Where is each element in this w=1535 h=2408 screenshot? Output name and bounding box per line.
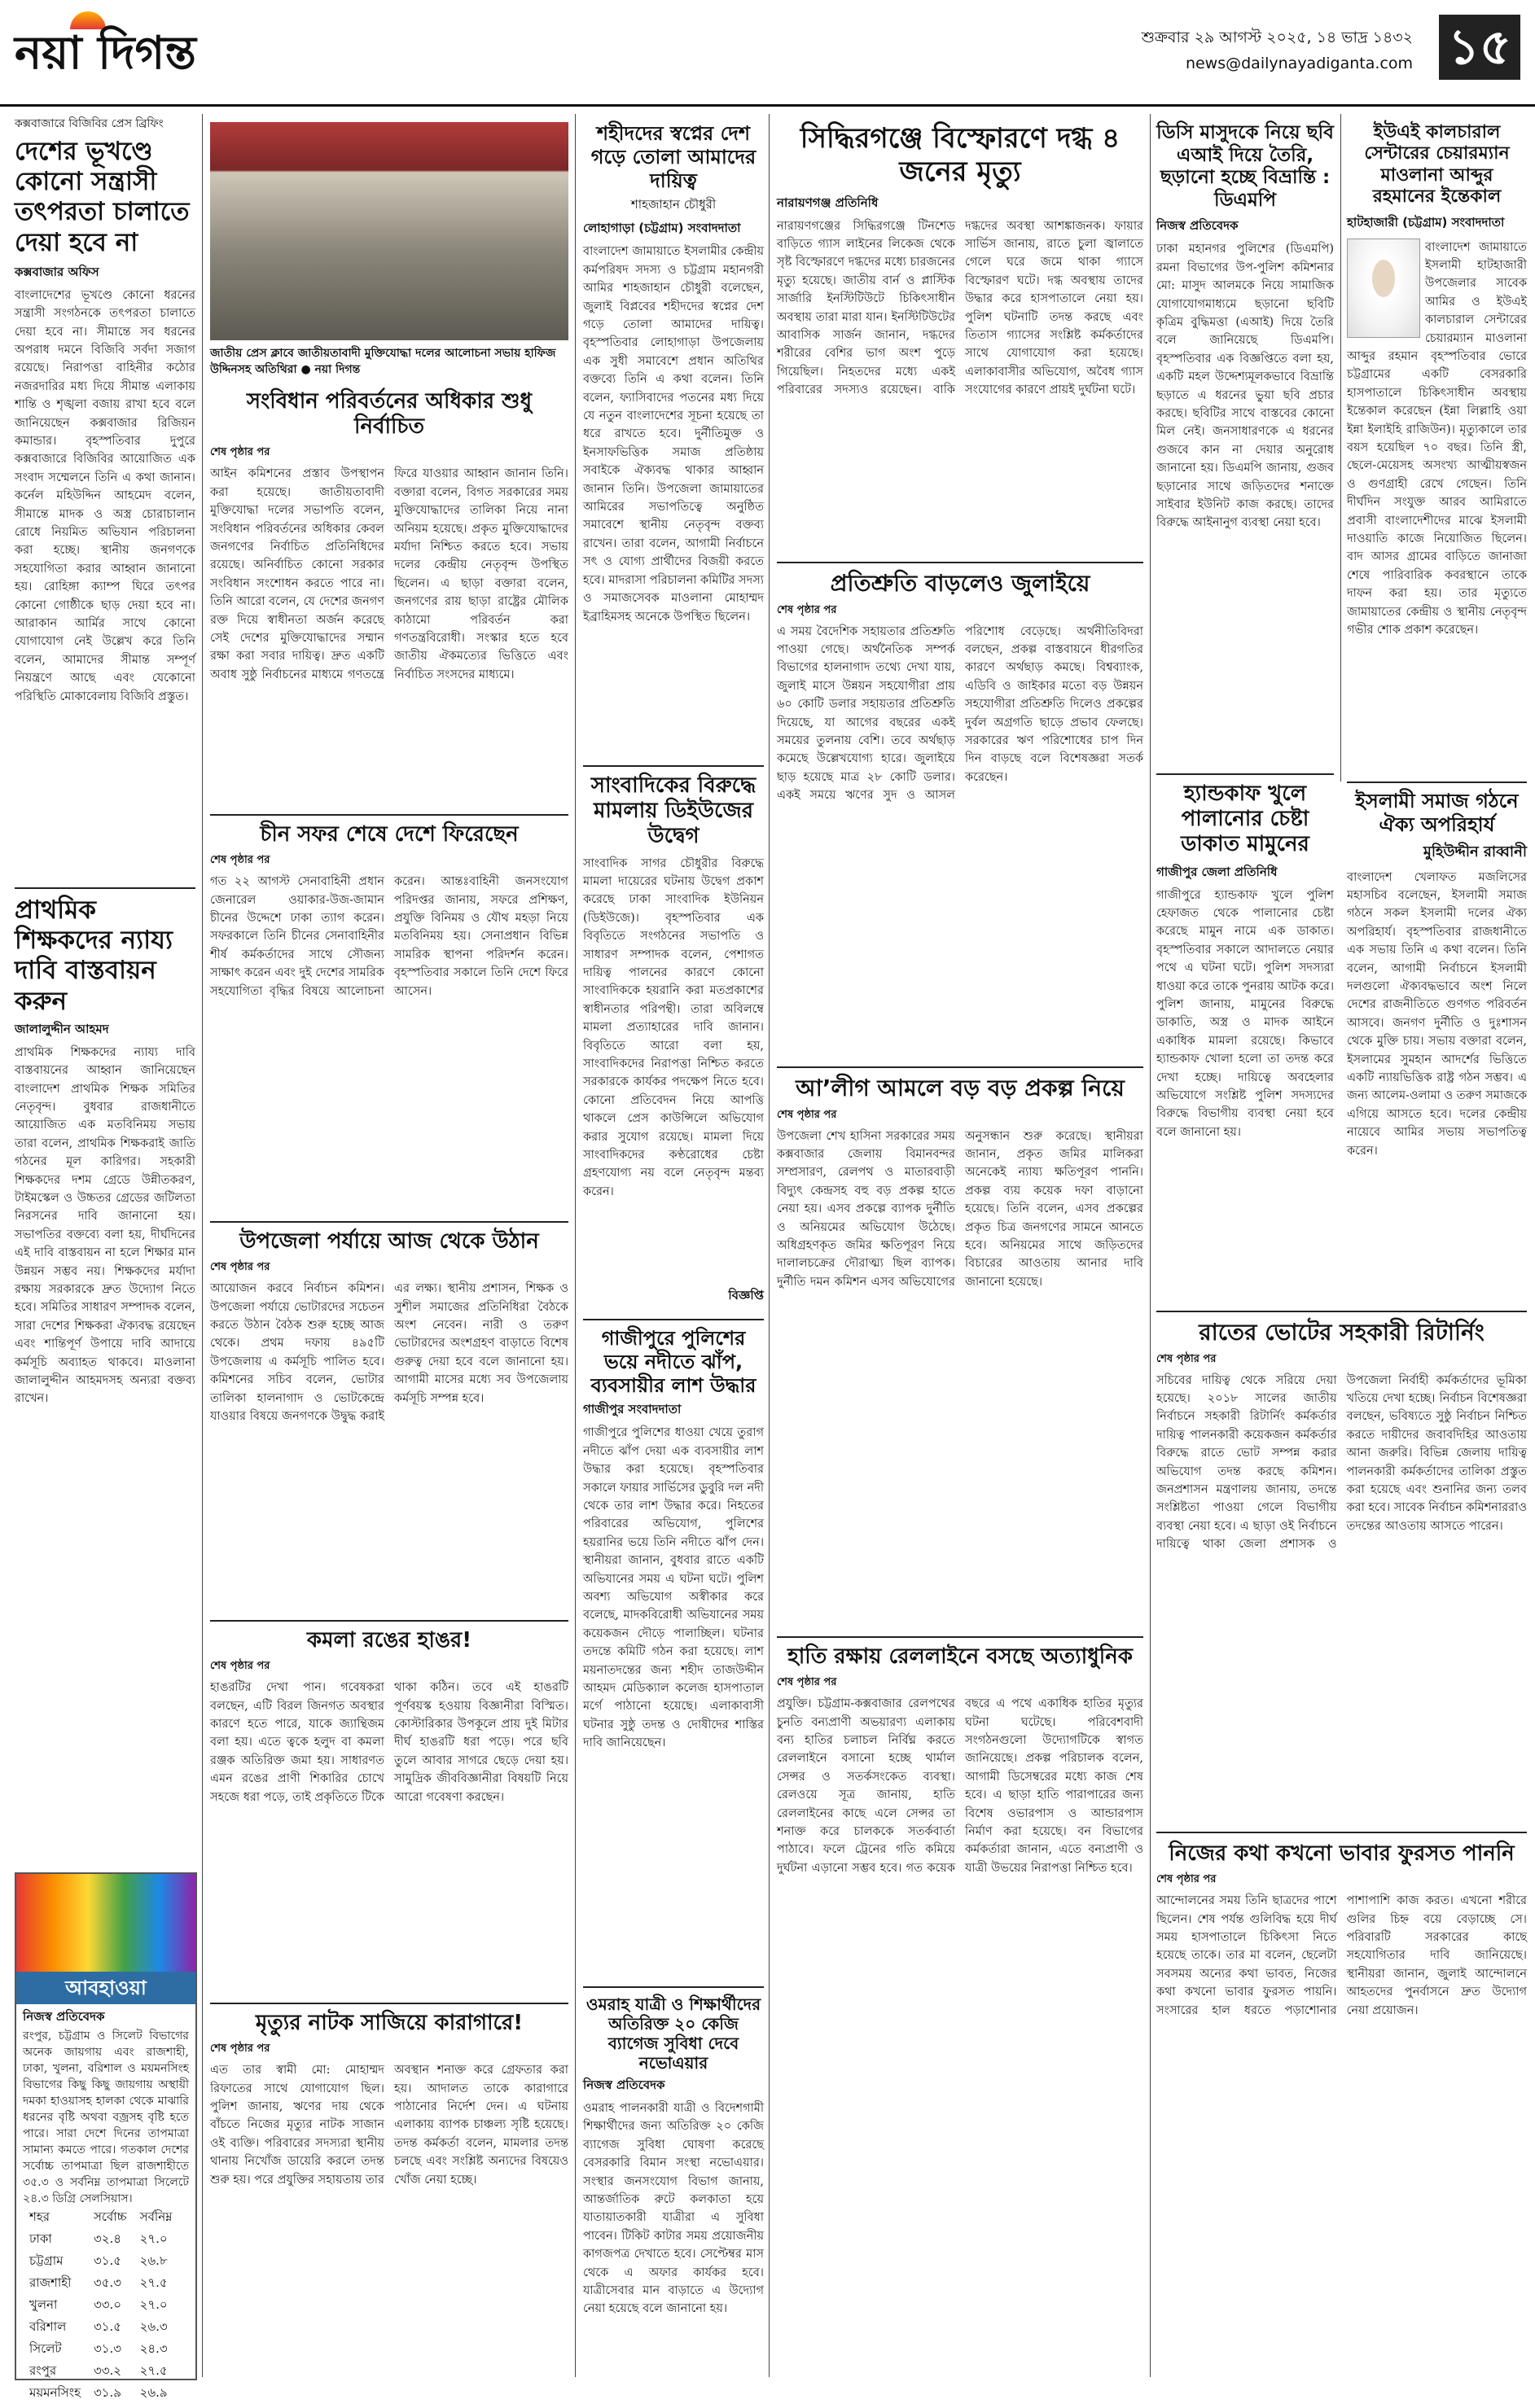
weather-max: ৩১.৫	[93, 2319, 121, 2334]
weather-byline: নিজস্ব প্রতিবেদক	[23, 2009, 105, 2024]
article-tag: বিজ্ঞপ্তি	[728, 1287, 764, 1303]
article-primary-teachers	[15, 895, 195, 1890]
section-divider	[583, 1986, 764, 1988]
article-headline: উপজেলা পর্যায়ে আজ থেকে উঠান	[239, 1229, 539, 1254]
article-body: সাংবাদিক সাগর চৌধুরীর বিরুদ্ধে মামলা দায়েরের ঘটনায় উদ্বেগ প্রকাশ করেছে ঢাকা সাংবাদিক ইউনিয়ন (ডিইউজে)। বৃহস্পতিবার এক বিবৃতিতে সংগঠনের সভাপতি ও সাধারণ সম্পাদক বলেন, পেশাগত দায়িত্ব পালনের কারণে কোনো সাংবাদিককে হয়রানি করা মতপ্রকাশের স্বাধীনতার পরিপন্থী। তারা অবিলম্বে মামলা প্রত্যাহারের দাবি জানান। বিবৃতিতে আরো বলা হয়, সাংবাদিকদের নিরাপত্তা নিশ্চিত করতে সরকারকে কার্যকর পদক্ষেপ নিতে হবে। কোনো প্রতিবেদন নিয়ে আপত্তি থাকলে প্রেস কাউন্সিলে অভিযোগ করার সুযোগ রয়েছে। মামলা দিয়ে সাংবাদিকদের কণ্ঠরোধের চেষ্টা গ্রহণযোগ্য নয় বলে নেতৃবৃন্দ মন্তব্য করেন।	[583, 856, 764, 1198]
column-rule	[1150, 114, 1151, 2377]
article-headline: সংবিধান পরিবর্তনের অধিকার শুধু নির্বাচিত	[246, 389, 533, 440]
article-body: বাংলাদেশ খেলাফত মজলিসের মহাসচিব বলেছেন, ইসলামী সমাজ গঠনে সকল ইসলামী দলের ঐক্য অপরিহার্য। বৃহস্পতিবার রাজধানীতে এক সভায় তিনি এ কথা বলেন। তিনি বলেন, আগামী নির্বাচনে ইসলামী দলগুলো ঐক্যবদ্ধভাবে অংশ নিলে দেশের রাজনীতিতে গুণগত পরিবর্তন আসবে। জনগণ দুর্নীতি ও দুঃশাসন থেকে মুক্তি চায়। সভায় বক্তারা বলেন, ইসলামের সুমহান আদর্শের ভিত্তিতে একটি ন্যায়ভিত্তিক রাষ্ট্র গঠন সম্ভব। এ জন্য আলেম-ওলামা ও তরুণ সমাজকে এগিয়ে আসতে হবে। দলের কেন্দ্রীয় নায়েবে আমির সভায় সভাপতিত্ব করেন।	[1347, 870, 1527, 1158]
article-byline: গাজীপুর সংবাদদাতা	[583, 1402, 682, 1417]
weather-row	[23, 2273, 178, 2295]
article-byline: শেষ পৃষ্ঠার পর	[777, 603, 837, 616]
article-novoair	[583, 1994, 764, 2393]
weather-title: আবহাওয়া	[16, 1972, 195, 2004]
article-byline: গাজীপুর জেলা প্রতিনিধি	[1156, 864, 1278, 879]
weather-city: খুলনা	[29, 2297, 58, 2312]
col-max: সর্বোচ্চ	[93, 2209, 127, 2224]
article-headline: হ্যান্ডকাফ খুলে পালানোর চেষ্টা ডাকাত মামুনের	[1181, 782, 1309, 857]
article-headline: ওমরাহ যাত্রী ও শিক্ষার্থীদের অতিরিক্ত ২০ কেজি ব্যাগেজ সুবিধা দেবে নভোএয়ার	[585, 1994, 761, 2073]
article-byline: নারায়ণগঞ্জ প্রতিনিধি	[777, 195, 879, 210]
article-gazipur-river	[583, 1327, 764, 1945]
article-headline: কমলা রঙের হাঙর!	[306, 1628, 472, 1653]
article-islamic-unity	[1347, 790, 1527, 1292]
article-body: নারায়ণগঞ্জের সিদ্ধিরগঞ্জে টিনশেড বাড়িতে গ্যাস লাইনের লিকেজ থেকে সৃষ্ট বিস্ফোরণে দগ্ধদের মধ্যে চারজনের মৃত্যু হয়েছে। জাতীয় বার্ন ও প্লাস্টিক সার্জারি ইনস্টিটিউটে চিকিৎসাধীন অবস্থায় তারা মারা যান। ইনস্টিটিউটের আবাসিক সার্জন জানান, দগ্ধদের শরীরের বেশির ভাগ অংশ পুড়ে গিয়েছিল। নিহতদের মধ্যে একই পরিবারের সদস্যও রয়েছেন। বাকি দগ্ধদের অবস্থা আশঙ্কাজনক। ফায়ার সার্ভিস জানায়, রাতে চুলা জ্বালাতে গেলে ঘরে জমে থাকা গ্যাসে বিস্ফোরণ ঘটে। দগ্ধ অবস্থায় তাদের উদ্ধার করে হাসপাতালে নেয়া হয়। পুলিশ ঘটনাটি তদন্ত করছে এবং তিতাস গ্যাসের সংশ্লিষ্ট কর্মকর্তাদের সাথে যোগাযোগ করা হয়েছে। এলাকাবাসীর অভিযোগ, অবৈধ গ্যাস সংযোগের কারণে প্রায়ই দুর্ঘটনা ঘটে।	[777, 219, 1143, 397]
section-divider	[15, 887, 195, 889]
article-body: বাংলাদেশ জামায়াতে ইসলামীর কেন্দ্রীয় কর্মপরিষদ সদস্য ও চট্টগ্রাম মহানগরী আমির শাহজাহান চৌধুরী বলেছেন, জুলাই বিপ্লবের শহীদদের স্বপ্নের দেশ গড়ে তোলা আমাদের দায়িত্ব। বৃহস্পতিবার লোহাগাড়া উপজেলায় এক সুধী সমাবেশে প্রধান অতিথির বক্তব্যে তিনি এ কথা বলেন। তিনি বলেন, ফ্যাসিবাদের পতনের মধ্য দিয়ে যে নতুন বাংলাদেশের সূচনা হয়েছে তা ধরে রাখতে হবে। দুর্নীতিমুক্ত ও ইনসাফভিত্তিক সমাজ প্রতিষ্ঠায় সবাইকে ঐক্যবদ্ধ থাকার আহ্বান জানান তিনি। উপজেলা জামায়াতের আমিরের সভাপতিত্বে অনুষ্ঠিত সমাবেশে স্থানীয় নেতৃবৃন্দ বক্তব্য রাখেন। তারা বলেন, আগামী নির্বাচনে সৎ ও যোগ্য প্রার্থীদের বিজয়ী করতে হবে। মাদরাসা পরিচালনা কমিটির সদস্য ও সমাজসেবক মাওলানা মোহাম্মদ ইব্রাহিমসহ অনেকে উপস্থিত ছিলেন।	[583, 245, 764, 624]
article-border-security	[15, 114, 195, 938]
weather-table-header	[23, 2207, 178, 2229]
caption-text: জাতীয় প্রেস ক্লাবে জাতীয়তাবাদী মুক্তিযোদ্ধা দলের আলোচনা সভায় হাফিজ উদ্দিনসহ অতিথিরা	[210, 347, 556, 376]
section-divider	[1156, 1832, 1527, 1833]
article-dmp-ai	[1156, 122, 1334, 663]
article-body: ঢাকা মহানগর পুলিশের (ডিএমপি) রমনা বিভাগের উপ-পুলিশ কমিশনার মো: মাসুদ আলমকে নিয়ে সামাজিক যোগাযোগমাধ্যমে ছড়ানো ছবিটি কৃত্রিম বুদ্ধিমত্তা (এআই) দিয়ে তৈরি বলে জানিয়েছে ডিএমপি। বৃহস্পতিবার এক বিজ্ঞপ্তিতে বলা হয়, একটি মহল উদ্দেশ্যমূলকভাবে বিভ্রান্তি ছড়াতে এ ধরনের ভুয়া ছবি প্রচার করছে। ছবিটির সাথে বাস্তবের কোনো মিল নেই। জনসাধারণকে এ ধরনের গুজবে কান না দেয়ার অনুরোধ জানানো হয়। ডিএমপি জানায়, গুজব ছড়ানোর সাথে জড়িতদের শনাক্তে সাইবার ইউনিট কাজ করছে। তাদের বিরুদ্ধে আইনানুগ ব্যবস্থা নেয়া হবে।	[1156, 243, 1334, 530]
photo-caption: জাতীয় প্রেস ক্লাবে জাতীয়তাবাদী মুক্তিযোদ্ধা দলের আলোচনা সভায় হাফিজ উদ্দিনসহ অতিথিরা ● নয়া দিগন্ত	[210, 347, 556, 376]
column-rule	[575, 114, 576, 2377]
article-body: বাংলাদেশের ভূখণ্ডে কোনো ধরনের সন্ত্রাসী সংগঠনকে তৎপরতা চালাতে দেয়া হবে না। সীমান্তে সব ধরনের অপরাধ দমনে বিজিবি সর্বদা সজাগ রয়েছে। নিরাপত্তা বাহিনীর কঠোর নজরদারির মধ্য দিয়ে সীমান্ত এলাকায় শান্তি ও শৃঙ্খলা বজায় রাখা হবে বলে জানিয়েছেন কক্সবাজার রিজিয়ন কমান্ডার। বৃহস্পতিবার দুপুরে কক্সবাজারে বিজিবির আয়োজিত এক সংবাদ সম্মেলনে তিনি এ কথা জানান। কর্নেল মহিউদ্দিন আহমেদ বলেন, সীমান্তে মাদক ও অস্ত্র চোরাচালান রোধে নিয়মিত অভিযান পরিচালনা করা হচ্ছে। স্থানীয় জনগণকে সহযোগিতা করার আহ্বান জানানো হয়। রোহিঙ্গা ক্যাম্প ঘিরে তৎপর কোনো গোষ্ঠীকে ছাড় দেয়া হবে না। আরাকান আর্মির সাথে কোনো যোগাযোগ নেই উল্লেখ করে তিনি বলেন, আমাদের সীমান্ত সম্পূর্ণ নিয়ন্ত্রণে আছে এবং যেকোনো পরিস্থিতি মোকাবেলায় বিজিবি প্রস্তুত।	[15, 288, 195, 703]
weather-row	[23, 2229, 178, 2251]
weather-row	[23, 2295, 178, 2317]
section-divider	[210, 1620, 568, 1622]
page-number: ১৫	[1439, 15, 1520, 80]
weather-max: ৩১.৩	[93, 2341, 121, 2356]
article-body: ওমরাহ পালনকারী যাত্রী ও বিদেশগামী শিক্ষার্থীদের জন্য অতিরিক্ত ২০ কেজি ব্যাগেজ সুবিধা ঘোষণা করেছে বেসরকারি বিমান সংস্থা নভোএয়ার। সংস্থার জনসংযোগ বিভাগ জানায়, আন্তর্জাতিক রুটে কলকাতা হয়ে যাতায়াতকারী যাত্রীরা এ সুবিধা পাবেন। টিকিট কাটার সময় প্রয়োজনীয় কাগজপত্র দেখাতে হবে। সেপ্টেম্বর মাস থেকে এ অফার কার্যকর হবে। যাত্রীসেবার মান বাড়াতে এ উদ্যোগ নেয়া হয়েছে বলে জানানো হয়।	[583, 2102, 764, 2316]
weather-banner	[16, 1874, 195, 1972]
article-byline: কক্সবাজার অফিস	[15, 264, 99, 279]
article-kicker: কক্সবাজারে বিজিবির প্রেস ব্রিফিং	[15, 117, 164, 130]
article-byline: শেষ পৃষ্ঠার পর	[210, 446, 270, 459]
article-dateline: লোহাগাড়া (চট্টগ্রাম) সংবাদদাতা	[583, 221, 741, 236]
article-body: আয়োজন করবে নির্বাচন কমিশন। উপজেলা পর্যায়ে ভোটারদের সচেতন করতে উঠান বৈঠক শুরু হচ্ছে আজ থেকে। প্রথম দফায় ৪৯৫টি উপজেলায় এ কর্মসূচি পালিত হবে। কমিশনের সচিব বলেন, ভোটার তালিকা হালনাগাদ ও ভোটকেন্দ্রে যাওয়ার বিষয়ে জনগণকে উদ্বুদ্ধ করাই এর লক্ষ্য। স্থানীয় প্রশাসন, শিক্ষক ও সুশীল সমাজের প্রতিনিধিরা বৈঠকে অংশ নেবেন। নারী ও তরুণ ভোটারদের অংশগ্রহণ বাড়াতে বিশেষ গুরুত্ব দেয়া হবে বলে জানানো হয়। আগামী মাসের মধ্যে সব উপজেলায় কর্মসূচি সম্পন্ন হবে।	[210, 1282, 568, 1424]
caption-source: নয়া দিগন্ত	[314, 363, 361, 376]
weather-min: ২৭.০	[139, 2231, 168, 2246]
article-byline: শেষ পৃষ্ঠার পর	[777, 1108, 837, 1121]
article-headline: ইসলামী সমাজ গঠনে ঐক্য অপরিহার্য	[1355, 790, 1519, 836]
article-constitution	[210, 389, 568, 807]
weather-min: ২৬.৮	[139, 2253, 168, 2268]
article-martyrs-dream	[583, 122, 764, 812]
article-headline: সাংবাদিকের বিরুদ্ধে মামলায় ডিইউজের উদ্বেগ	[590, 773, 757, 849]
article-big-projects	[777, 1075, 1143, 1632]
article-headline: দেশের ভূখণ্ডে কোনো সন্ত্রাসী তৎপরতা চালাতে দেয়া হবে না	[15, 137, 190, 257]
weather-max: ৩৩.০	[93, 2297, 122, 2312]
article-returning-officer	[1156, 1319, 1527, 1868]
contact-email[interactable]: news@dailynayadiganta.com	[1185, 55, 1413, 72]
article-body: গাজীপুরে পুলিশের ধাওয়া খেয়ে তুরাগ নদীতে ঝাঁপ দেয়া এক ব্যবসায়ীর লাশ উদ্ধার করা হয়েছে। বৃহস্পতিবার সকালে ফায়ার সার্ভিসের ডুবুরি দল নদী থেকে তার লাশ উদ্ধার করে। নিহতের পরিবারের অভিযোগ, পুলিশের হয়রানির ভয়ে তিনি নদীতে ঝাঁপ দেন। স্থানীয়রা জানান, বুধবার রাতে একটি অভিযানের সময় এ ঘটনা ঘটে। পুলিশ অবশ্য অভিযোগ অস্বীকার করে বলেছে, মাদকবিরোধী অভিযানের সময় কয়েকজন দৌড়ে পালাচ্ছিল। ঘটনার তদন্তে কমিটি গঠন করা হয়েছে। লাশ ময়নাতদন্তের জন্য শহীদ তাজউদ্দীন আহমদ মেডিক্যাল কলেজ হাসপাতাল মর্গে পাঠানো হয়েছে। এলাকাবাসী ঘটনার সুষ্ঠু তদন্ত ও দোষীদের শাস্তির দাবি জানিয়েছেন।	[583, 1426, 764, 1750]
weather-city: সিলেট	[29, 2341, 62, 2356]
news-photo	[210, 122, 568, 340]
article-headline: নিজের কথা কখনো ভাবার ফুরসত পাননি	[1169, 1841, 1515, 1866]
article-body: প্রযুক্তি। চট্টগ্রাম-কক্সবাজার রেলপথের চুনতি বন্যপ্রাণী অভয়ারণ্য এলাকায় বন্য হাতির চলাচল নির্বিঘ্ন করতে রেললাইনে বসানো হচ্ছে থার্মাল সেন্সর ও সতর্কসংকেত ব্যবস্থা। রেলওয়ে সূত্র জানায়, হাতি রেললাইনের কাছে এলে সেন্সর তা শনাক্ত করে চালককে সতর্কবার্তা পাঠাবে। ফলে ট্রেনের গতি কমিয়ে দুর্ঘটনা এড়ানো সম্ভব হবে। গত কয়েক বছরে এ পথে একাধিক হাতির মৃত্যুর ঘটনা ঘটেছে। পরিবেশবাদী সংগঠনগুলো উদ্যোগটিকে স্বাগত জানিয়েছে। প্রকল্প পরিচালক বলেন, আগামী ডিসেম্বরের মধ্যে কাজ শেষ হবে। এ ছাড়া হাতি পারাপারের জন্য বিশেষ ওভারপাস ও আন্ডারপাস নির্মাণ করা হয়েছে। বন বিভাগের কর্মকর্তারা জানান, এতে বন্যপ্রাণী ও যাত্রী উভয়ের নিরাপত্তা নিশ্চিত হবে।	[777, 1697, 1143, 1875]
weather-row	[23, 2339, 178, 2361]
article-headline: সিদ্ধিরগঞ্জে বিস্ফোরণে দগ্ধ ৪ জনের মৃত্যু	[800, 122, 1121, 188]
section-divider	[583, 765, 764, 767]
section-divider	[777, 562, 1143, 563]
weather-city: চট্টগ্রাম	[29, 2253, 64, 2268]
article-headline: ডিসি মাসুদকে নিয়ে ছবি এআই দিয়ে তৈরি, ছড়ানো হচ্ছে বিভ্রান্তি : ডিএমপি	[1156, 122, 1334, 211]
article-body: এ সময় বৈদেশিক সহায়তার প্রতিশ্রুতি পাওয়া গেছে। অর্থনৈতিক সম্পর্ক বিভাগের হালনাগাদ তথ্যে দেখা যায়, জুলাই মাসে উন্নয়ন সহযোগীরা প্রায় ৬০ কোটি ডলার সহায়তার প্রতিশ্রুতি দিয়েছে, যা আগের বছরের একই সময়ের তুলনায় বেশি। তবে অর্থছাড় কমেছে উল্লেখযোগ্য হারে। জুলাইয়ে ছাড় হয়েছে মাত্র ২৮ কোটি ডলার। একই সময়ে ঋণের সুদ ও আসল পরিশোধ বেড়েছে। অর্থনীতিবিদরা বলছেন, প্রকল্প বাস্তবায়নে ধীরগতির কারণে অর্থছাড় কমছে। বিশ্বব্যাংক, এডিবি ও জাইকার মতো বড় উন্নয়ন সহযোগীরা প্রতিশ্রুতি দিলেও প্রকল্পের দুর্বল অগ্রগতি ছাড়ে প্রভাব ফেলছে। সরকারের ঋণ পরিশোধের চাপ দিন দিন বাড়ছে বলে বিশেষজ্ঞরা সতর্ক করেছেন।	[777, 624, 1143, 803]
article-siddhirganj	[777, 122, 1143, 576]
article-headline: চীন সফর শেষে দেশে ফিরেছেন	[260, 822, 519, 847]
weather-min: ২৬.৯	[139, 2385, 168, 2400]
column-rule	[1340, 114, 1341, 782]
section-divider	[210, 2003, 568, 2004]
article-body: গত ২২ আগস্ট সেনাবাহিনী প্রধান জেনারেল ওয়াকার-উজ-জামান চীনের উদ্দেশে ঢাকা ত্যাগ করেন। সফরকালে তিনি চীনের সেনাবাহিনীর শীর্ষ কর্মকর্তাদের সাথে সৌজন্য সাক্ষাৎ করেন এবং দুই দেশের সামরিক সহযোগিতা বৃদ্ধির বিষয়ে আলোচনা করেন। আন্তঃবাহিনী জনসংযোগ পরিদপ্তর জানায়, সফরে প্রশিক্ষণ, প্রযুক্তি বিনিময় ও যৌথ মহড়া নিয়ে মতবিনিময় হয়। সেনাপ্রধান বিভিন্ন সামরিক স্থাপনা পরিদর্শন করেন। বৃহস্পতিবার সকালে তিনি দেশে ফিরে আসেন।	[210, 875, 568, 998]
weather-row	[23, 2361, 178, 2383]
weather-max: ৩১.৯	[93, 2385, 121, 2400]
article-aid-pledge	[777, 570, 1143, 1062]
col-min: সর্বনিম্ন	[139, 2209, 173, 2224]
article-upazila	[210, 1229, 568, 1622]
weather-max: ৩৫.৩	[93, 2275, 121, 2290]
weather-max: ৩৩.২	[93, 2363, 122, 2378]
weather-city: রংপুর	[29, 2363, 57, 2378]
weather-max: ৩২.৪	[93, 2231, 121, 2246]
section-divider	[777, 1636, 1143, 1638]
article-byline: নিজস্ব প্রতিবেদক	[1156, 218, 1239, 234]
article-headline: রাতের ভোটের সহকারী রিটার্নিং	[1199, 1319, 1485, 1346]
article-fake-death	[210, 2011, 568, 2379]
article-body: আন্দোলনের সময় তিনি ছাত্রদের পাশে ছিলেন। শেষ পর্যন্ত গুলিবিদ্ধ হয়ে দীর্ঘ সময় হাসপাতালে চিকিৎসা নিতে হয়েছে তাকে। তার মা বলেন, ছেলেটা সবসময় অন্যের কথা ভাবত, নিজের কথা কখনো ভাবার ফুরসত পায়নি। সংসারের হাল ধরতে পড়াশোনার পাশাপাশি কাজ করত। এখনো শরীরে গুলির চিহ্ন বয়ে বেড়াচ্ছে সে। পরিবারটি সরকারের কাছে সহযোগিতার দাবি জানিয়েছে। স্থানীয়রা জানান, জুলাই আন্দোলনে আহতদের পুনর্বাসনে দ্রুত উদ্যোগ নেয়া প্রয়োজন।	[1156, 1894, 1527, 2017]
article-byline: মুহিউদ্দীন রাব্বানী	[1423, 843, 1527, 860]
weather-row	[23, 2251, 178, 2273]
weather-row	[23, 2317, 178, 2339]
weather-city: ময়মনসিংহ	[29, 2385, 81, 2400]
weather-box	[15, 1872, 197, 2400]
section-divider	[210, 814, 568, 816]
weather-min: ২৭.০	[139, 2297, 168, 2312]
article-byline: নিজস্ব প্রতিবেদক	[583, 2077, 665, 2092]
section-divider	[1156, 1311, 1527, 1312]
obituary-portrait	[1347, 239, 1420, 338]
article-byline: শেষ পৃষ্ঠার পর	[210, 1660, 270, 1673]
article-byline: শেষ পৃষ্ঠার পর	[1156, 1873, 1217, 1886]
weather-min: ২৭.৫	[139, 2275, 168, 2290]
article-headline: ইউএই কালচারাল সেন্টারের চেয়ারম্যান মাওলানা আব্দুর রহমানের ইন্তেকাল	[1364, 122, 1510, 208]
section-divider	[1156, 773, 1334, 775]
article-body: আইন কমিশনের প্রস্তাব উপস্থাপন করা হয়েছে। জাতীয়তাবাদী মুক্তিযোদ্ধা দলের সভাপতি বলেন, সংবিধান পরিবর্তনের অধিকার কেবল জনগণের নির্বাচিত প্রতিনিধিদের রয়েছে। অনির্বাচিত কোনো সরকার সংবিধান সংশোধন করতে পারে না। তিনি আরো বলেন, যে দেশের জনগণ রক্ত দিয়ে স্বাধীনতা অর্জন করেছে সেই দেশের মুক্তিযোদ্ধাদের সম্মান রক্ষা করা সবার দায়িত্ব। দ্রুত একটি অবাধ সুষ্ঠু নির্বাচনের মাধ্যমে গণতন্ত্রে ফিরে যাওয়ার আহ্বান জানান তিনি। বক্তারা বলেন, বিগত সরকারের সময় মুক্তিযোদ্ধাদের তালিকা নিয়ে নানা অনিয়ম হয়েছে। প্রকৃত মুক্তিযোদ্ধাদের মর্যাদা নিশ্চিত করতে হবে। সভায় দলের কেন্দ্রীয় নেতৃবৃন্দ উপস্থিত ছিলেন। এ ছাড়া বক্তারা বলেন, জনগণের রায় ছাড়া রাষ্ট্রের মৌলিক কাঠামো পরিবর্তন করা গণতন্ত্রবিরোধী। সংস্কার হতে হবে জাতীয় ঐকমত্যের ভিত্তিতে এবং নির্বাচিত সংসদের মাধ্যমে।	[210, 467, 568, 681]
weather-city: রাজশাহী	[29, 2275, 72, 2290]
article-body: উপজেলা শেখ হাসিনা সরকারের সময় কক্সবাজার জেলায় বিমানবন্দর সম্প্রসারণ, রেলপথ ও মাতারবাড়ী বিদ্যুৎ কেন্দ্রসহ বহু বড় প্রকল্প হাতে নেয়া হয়। এসব প্রকল্পে ব্যাপক দুর্নীতি ও অনিয়মের অভিযোগ উঠেছে। অধিগ্রহণকৃত জমির ক্ষতিপূরণ নিয়ে দালালচক্রের দৌরাত্ম্য ছিল ব্যাপক। দুর্নীতি দমন কমিশন এসব অভিযোগের অনুসন্ধান শুরু করেছে। স্থানীয়রা জানান, প্রকৃত জমির মালিকরা অনেকেই ন্যায্য ক্ষতিপূরণ পাননি। প্রকল্প ব্যয় কয়েক দফা বাড়ানো হয়েছে। তিনি বলেন, এসব প্রকল্পের প্রকৃত চিত্র জনগণের সামনে আনতে হবে। অনিয়মের সাথে জড়িতদের বিচারের আওতায় আনার দাবি জানানো হয়েছে।	[777, 1129, 1143, 1289]
newspaper-logo: নয়া দিগন্ত	[15, 27, 196, 80]
article-orange-shark	[210, 1628, 568, 1996]
article-army-chief	[210, 822, 568, 1223]
article-body: প্রাথমিক শিক্ষকদের ন্যায্য দাবি বাস্তবায়নের আহ্বান জানিয়েছেন বাংলাদেশ প্রাথমিক শিক্ষক সমিতির নেতৃবৃন্দ। বুধবার রাজধানীতে আয়োজিত এক মতবিনিময় সভায় তারা বলেন, প্রাথমিক শিক্ষকরাই জাতি গঠনের মূল কারিগর। সহকারী শিক্ষকদের দশম গ্রেডে উন্নীতকরণ, টাইমস্কেল ও উচ্চতর গ্রেডের জটিলতা নিরসনের দাবি জানানো হয়। সভাপতির বক্তব্যে বলা হয়, দীর্ঘদিনের এই দাবি বাস্তবায়ন না হলে শিক্ষার মান উন্নয়ন সম্ভব নয়। শিক্ষকদের মর্যাদা রক্ষায় সরকারকে দ্রুত উদ্যোগ নিতে হবে। সমিতির সাধারণ সম্পাদক বলেন, সারা দেশের শিক্ষকরা ঐক্যবদ্ধ রয়েছেন এবং শান্তিপূর্ণ উপায়ে দাবি আদায়ে কর্মসূচি অব্যাহত থাকবে। মাওলানা জালালুদ্দীন আহমদসহ অন্যরা বক্তব্য রাখেন।	[15, 1045, 195, 1406]
article-body: এত তার স্বামী মো: মোহাম্মদ রিফাতের সাথে যোগাযোগ ছিল। পুলিশ জানায়, ঋণের দায় থেকে বাঁচতে নিজের মৃত্যুর নাটক সাজান ওই ব্যক্তি। পরিবারের সদস্যরা স্থানীয় থানায় নিখোঁজ ডায়েরি করলে তদন্ত শুরু হয়। পরে প্রযুক্তির সহায়তায় তার অবস্থান শনাক্ত করে গ্রেফতার করা হয়। আদালত তাকে কারাগারে পাঠানোর নির্দেশ দেন। এ ঘটনায় এলাকায় ব্যাপক চাঞ্চল্য সৃষ্টি হয়েছে। তদন্ত কর্মকর্তা বলেন, মামলার তদন্ত চলছে এবং সংশ্লিষ্ট অন্যদের বিষয়েও খোঁজ নেয়া হচ্ছে।	[210, 2064, 568, 2187]
weather-table	[23, 2207, 178, 2405]
section-divider	[777, 1066, 1143, 1068]
article-headline: গাজীপুরে পুলিশের ভয়ে নদীতে ঝাঁপ, ব্যবসায়ীর লাশ উদ্ধার	[590, 1327, 757, 1397]
article-obituary	[1347, 122, 1527, 694]
article-byline: শেষ পৃষ্ঠার পর	[210, 2042, 270, 2056]
issue-date: শুক্রবার ২৯ আগস্ট ২০২৫, ১৪ ভাদ্র ১৪৩২	[1141, 28, 1413, 46]
article-handcuff	[1156, 782, 1334, 1310]
article-byline: শেষ পৃষ্ঠার পর	[210, 1261, 270, 1274]
article-duj	[583, 773, 764, 1307]
article-byline: শেষ পৃষ্ঠার পর	[210, 854, 270, 867]
col-city: শহর	[29, 2209, 50, 2224]
article-headline: শহীদদের স্বপ্নের দেশ গড়ে তোলা আমাদের দায়িত্ব	[590, 122, 757, 192]
article-body: বাংলাদেশ জামায়াতে ইসলামী হাটহাজারী উপজেলার সাবেক আমির ও ইউএই কালচারাল সেন্টারের চেয়ারম্যান মাওলানা আব্দুর রহমান বৃহস্পতিবার ভোরে চট্টগ্রামের একটি বেসরকারি হাসপাতালে চিকিৎসাধীন অবস্থায় ইন্তেকাল করেছেন (ইন্না লিল্লাহি ওয়া ইন্না ইলাইহি রাজিউন)। মৃত্যুকালে তার বয়স হয়েছিল ৭০ বছর। তিনি স্ত্রী, ছেলে-মেয়েসহ অসংখ্য আত্মীয়স্বজন ও গুণগ্রাহী রেখে গেছেন। তিনি দীর্ঘদিন সংযুক্ত আরব আমিরাতে প্রবাসী বাংলাদেশীদের মাঝে ইসলামী দাওয়াতি কাজে নিয়োজিত ছিলেন। বাদ আসর গ্রামের বাড়িতে জানাজা শেষে পারিবারিক কবরস্থানে তাকে দাফন করা হয়। তার মৃত্যুতে জামায়াতের কেন্দ্রীয় ও স্থানীয় নেতৃবৃন্দ গভীর শোক প্রকাশ করেছেন।	[1347, 240, 1527, 637]
weather-city: ঢাকা	[29, 2231, 52, 2246]
article-body: হাঙরটির দেখা পান। গবেষকরা বলছেন, এটি বিরল জিনগত অবস্থার কারণে হতে পারে, যাকে জ্যান্থিজম বলা হয়। এতে ত্বকে হলুদ বা কমলা রঞ্জক অতিরিক্ত জমা হয়। সাধারণত এমন রঙের প্রাণী শিকারির চোখে সহজে ধরা পড়ে, তাই প্রকৃতিতে টিকে থাকা কঠিন। তবে এই হাঙরটি পূর্ণবয়স্ক হওয়ায় বিজ্ঞানীরা বিস্মিত। কোস্টারিকার উপকূলে প্রায় দুই মিটার দীর্ঘ হাঙরটি ধরা পড়ে। পরে ছবি তুলে আবার সাগরে ছেড়ে দেয়া হয়। সামুদ্রিক জীববিজ্ঞানীরা বিষয়টি নিয়ে আরো গবেষণা করছেন।	[210, 1681, 568, 1804]
weather-min: ২৪.৩	[139, 2341, 168, 2356]
masthead-dateline	[1142, 24, 1413, 77]
weather-min: ২৬.৩	[139, 2319, 168, 2334]
article-byline: শেষ পৃষ্ঠার পর	[777, 1676, 837, 1689]
weather-city: বরিশাল	[29, 2319, 67, 2334]
article-body: সচিবের দায়িত্ব থেকে সরিয়ে দেয়া হয়েছে। ২০১৮ সালের জাতীয় নির্বাচনে সহকারী রিটার্নিং কর্মকর্তার দায়িত্ব পালনকারী কয়েকজন কর্মকর্তার বিরুদ্ধে রাতে ভোট সম্পন্ন করার অভিযোগ তদন্ত করছে কমিশন। জনপ্রশাসন মন্ত্রণালয় জানায়, তদন্তে সংশ্লিষ্টতা পাওয়া গেলে বিভাগীয় ব্যবস্থা নেয়া হবে। এ ছাড়া ওই নির্বাচনে দায়িত্বে থাকা জেলা প্রশাসক ও উপজেলা নির্বাহী কর্মকর্তাদের ভূমিকা খতিয়ে দেখা হচ্ছে। নির্বাচন বিশেষজ্ঞরা বলছেন, ভবিষ্যতে সুষ্ঠু নির্বাচন নিশ্চিত করতে দায়ীদের জবাবদিহির আওতায় আনা জরুরি। বিভিন্ন জেলায় দায়িত্ব পালনকারী কর্মকর্তাদের তালিকা প্রস্তুত করা হয়েছে এবং শুনানির জন্য তলব করা হবে। সাবেক নির্বাচন কমিশনাররাও তদন্তের আওতায় আসতে পারেন।	[1156, 1373, 1527, 1552]
weather-body: রংপুর, চট্টগ্রাম ও সিলেট বিভাগের অনেক জায়গায় এবং রাজশাহী, ঢাকা, খুলনা, বরিশাল ও ময়মনসিংহ বিভাগের কিছু কিছু জায়গায় অস্থায়ী দমকা হাওয়াসহ হালকা থেকে মাঝারি ধরনের বৃষ্টি অথবা বজ্রসহ বৃষ্টি হতে পারে। সারা দেশে দিনের তাপমাত্রা সামান্য কমতে পারে। গতকাল দেশের সর্বোচ্চ তাপমাত্রা ছিল রাজশাহীতে ৩৫.৩ ও সর্বনিম্ন তাপমাত্রা সিলেটে ২৪.৩ ডিগ্রি সেলসিয়াস।	[23, 2029, 189, 2205]
article-headline: আ’লীগ আমলে বড় বড় প্রকল্প নিয়ে	[796, 1075, 1125, 1101]
weather-max: ৩১.৫	[93, 2253, 121, 2268]
article-headline: হাতি রক্ষায় রেললাইনে বসছে অত্যাধুনিক	[787, 1644, 1133, 1669]
article-headline: মৃত্যুর নাটক সাজিয়ে কারাগারে!	[255, 2011, 524, 2035]
article-elephant-rail	[777, 1644, 1143, 2371]
article-headline: প্রতিশ্রুতি বাড়লেও জুলাইয়ে	[830, 570, 1090, 597]
article-author: শাহজাহান চৌধুরী	[630, 197, 717, 212]
column-rule	[769, 114, 770, 2377]
column-rule	[202, 114, 203, 2377]
section-divider	[583, 1319, 764, 1320]
article-headline: প্রাথমিক শিক্ষকদের ন্যায্য দাবি বাস্তবায়ন করুন	[15, 895, 173, 1016]
article-never-thought	[1156, 1841, 1527, 2348]
weather-row	[23, 2383, 178, 2405]
section-divider	[210, 1221, 568, 1223]
weather-min: ২৭.৫	[139, 2363, 168, 2378]
article-byline: হাটহাজারী (চট্টগ্রাম) সংবাদদাতা	[1347, 214, 1505, 230]
article-byline: জালালুদ্দীন আহমদ	[15, 1021, 109, 1036]
article-byline: শেষ পৃষ্ঠার পর	[1156, 1352, 1217, 1365]
article-body: গাজীপুরে হ্যান্ডকাফ খুলে পুলিশ হেফাজত থেকে পালানোর চেষ্টা করেছে মামুন নামে এক ডাকাত। বৃহস্পতিবার সকালে আদালতে নেয়ার পথে এ ঘটনা ঘটে। পুলিশ সদস্যরা ধাওয়া করে তাকে পুনরায় আটক করে। পুলিশ জানায়, মামুনের বিরুদ্ধে ডাকাতি, অস্ত্র ও মাদক আইনে একাধিক মামলা রয়েছে। কিভাবে হ্যান্ডকাফ খোলা হলো তা তদন্ত করে দেখা হচ্ছে। দায়িত্বে অবহেলার অভিযোগে সংশ্লিষ্ট পুলিশ সদস্যদের বিরুদ্ধে বিভাগীয় ব্যবস্থা নেয়া হবে বলে জানানো হয়।	[1156, 888, 1334, 1139]
section-divider	[1347, 782, 1527, 783]
